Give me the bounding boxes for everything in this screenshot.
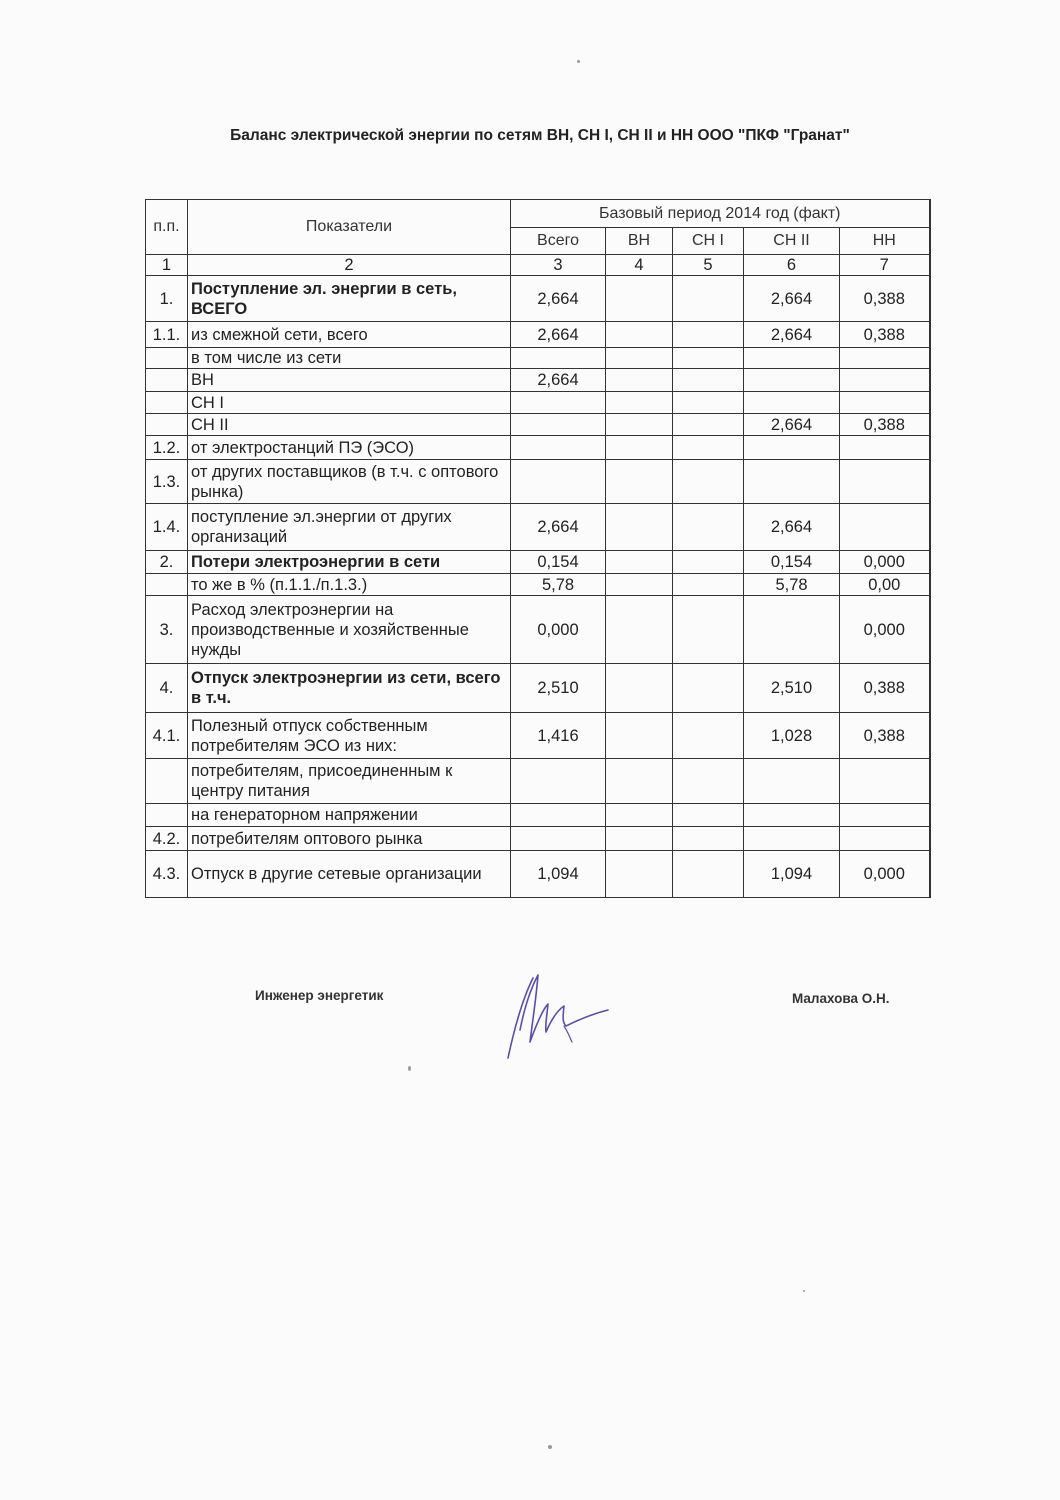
value-total: 2,510: [511, 664, 606, 713]
value-sn2: [744, 759, 840, 804]
paper-speck: [548, 1445, 552, 1449]
index-cell: 2: [188, 255, 511, 276]
table-row: [146, 664, 937, 713]
index-cell: 3: [511, 255, 606, 276]
value-nn: [840, 804, 930, 827]
row-indicator: потребителям, присоединенным к центру питания: [188, 759, 511, 804]
value-sn2: 2,664: [744, 414, 840, 436]
row-number: 1.: [146, 276, 188, 322]
value-sn2: 2,664: [744, 504, 840, 551]
header-col-sn2: СН II: [744, 228, 840, 255]
value-sn2: [744, 827, 840, 851]
value-nn: 0,000: [840, 851, 930, 898]
value-sn2: 1,028: [744, 713, 840, 759]
value-nn: [840, 436, 930, 460]
value-vn: [606, 276, 673, 322]
value-sn2: 2,664: [744, 322, 840, 348]
document-title: Баланс электрической энергии по сетям ВН, СН I, СН II и НН ООО "ПКФ "Гранат": [230, 127, 850, 144]
value-sn2: [744, 392, 840, 414]
value-total: 2,664: [511, 322, 606, 348]
value-vn: [606, 851, 673, 898]
value-nn: [840, 460, 930, 504]
row-number: [146, 392, 188, 414]
header-col-total: Всего: [511, 228, 606, 255]
row-indicator: ВН: [188, 369, 511, 392]
value-vn: [606, 460, 673, 504]
value-total: [511, 460, 606, 504]
value-total: 2,664: [511, 369, 606, 392]
value-total: 1,094: [511, 851, 606, 898]
row-indicator: СН II: [188, 414, 511, 436]
value-sn1: [673, 713, 744, 759]
row-indicator: то же в % (п.1.1./п.1.3.): [188, 574, 511, 596]
value-sn1: [673, 827, 744, 851]
value-sn1: [673, 851, 744, 898]
value-total: 0,000: [511, 596, 606, 664]
index-cell: 4: [606, 255, 673, 276]
value-nn: [840, 504, 930, 551]
row-number: 2.: [146, 551, 188, 574]
value-total: [511, 804, 606, 827]
table-row: [146, 369, 937, 392]
value-sn1: [673, 322, 744, 348]
paper-speck: [803, 1290, 805, 1292]
table-row: [146, 392, 937, 414]
table-row: [146, 574, 937, 596]
row-indicator: потребителям оптового рынка: [188, 827, 511, 851]
row-indicator: Отпуск электроэнергии из сети, всего в т.ч.: [188, 664, 511, 713]
value-sn2: 2,510: [744, 664, 840, 713]
value-total: [511, 759, 606, 804]
table-row: [146, 348, 937, 369]
value-total: 1,416: [511, 713, 606, 759]
value-sn2: [744, 369, 840, 392]
row-indicator: на генераторном напряжении: [188, 804, 511, 827]
row-number: [146, 369, 188, 392]
value-sn1: [673, 551, 744, 574]
table-row: [146, 436, 937, 460]
row-indicator: Полезный отпуск собственным потребителям ЭСО из них:: [188, 713, 511, 759]
value-total: 0,154: [511, 551, 606, 574]
value-total: [511, 414, 606, 436]
row-number: 3.: [146, 596, 188, 664]
index-cell: 1: [146, 255, 188, 276]
row-number: 1.1.: [146, 322, 188, 348]
value-vn: [606, 392, 673, 414]
value-total: 5,78: [511, 574, 606, 596]
row-number: [146, 414, 188, 436]
row-indicator: в том числе из сети: [188, 348, 511, 369]
row-number: 1.3.: [146, 460, 188, 504]
value-nn: [840, 827, 930, 851]
table-row: [146, 414, 937, 436]
paper-speck: [577, 60, 580, 63]
table-row: [146, 504, 937, 551]
row-number: 1.4.: [146, 504, 188, 551]
value-sn1: [673, 460, 744, 504]
value-sn2: [744, 460, 840, 504]
value-vn: [606, 827, 673, 851]
signature-name: Малахова О.Н.: [792, 991, 890, 1006]
value-sn1: [673, 414, 744, 436]
row-indicator: Потери электроэнергии в сети: [188, 551, 511, 574]
value-sn1: [673, 392, 744, 414]
row-number: [146, 804, 188, 827]
value-vn: [606, 804, 673, 827]
value-sn1: [673, 436, 744, 460]
row-indicator: от электростанций ПЭ (ЭСО): [188, 436, 511, 460]
value-nn: 0,000: [840, 551, 930, 574]
value-vn: [606, 414, 673, 436]
header-indicator: Показатели: [188, 200, 511, 255]
value-vn: [606, 574, 673, 596]
row-number: [146, 348, 188, 369]
table-row: [146, 759, 937, 804]
value-nn: 0,00: [840, 574, 930, 596]
header-num: п.п.: [146, 200, 188, 255]
value-vn: [606, 664, 673, 713]
row-indicator: СН I: [188, 392, 511, 414]
row-number: [146, 759, 188, 804]
index-cell: 6: [744, 255, 840, 276]
row-number: 4.2.: [146, 827, 188, 851]
value-total: [511, 392, 606, 414]
table-row: [146, 460, 937, 504]
value-nn: [840, 759, 930, 804]
row-number: 1.2.: [146, 436, 188, 460]
table-row: [146, 851, 937, 898]
value-nn: 0,388: [840, 414, 930, 436]
value-sn1: [673, 664, 744, 713]
table-row: [146, 276, 937, 322]
value-sn1: [673, 759, 744, 804]
value-sn1: [673, 574, 744, 596]
value-total: 2,664: [511, 276, 606, 322]
header-col-nn: НН: [840, 228, 930, 255]
value-nn: 0,388: [840, 664, 930, 713]
value-sn2: [744, 436, 840, 460]
value-nn: 0,388: [840, 713, 930, 759]
signature-role: Инженер энергетик: [255, 988, 384, 1003]
value-vn: [606, 322, 673, 348]
index-cell: 7: [840, 255, 930, 276]
header-col-sn1: СН I: [673, 228, 744, 255]
value-sn2: [744, 348, 840, 369]
value-sn2: [744, 596, 840, 664]
paper-speck: [408, 1066, 411, 1071]
header-period: Базовый период 2014 год (факт): [511, 200, 930, 228]
value-vn: [606, 596, 673, 664]
value-sn2: 1,094: [744, 851, 840, 898]
value-vn: [606, 713, 673, 759]
row-number: 4.3.: [146, 851, 188, 898]
value-total: 2,664: [511, 504, 606, 551]
handwritten-signature: [500, 970, 615, 1065]
value-nn: 0,388: [840, 322, 930, 348]
row-number: 4.: [146, 664, 188, 713]
row-indicator: из смежной сети, всего: [188, 322, 511, 348]
row-number: [146, 574, 188, 596]
header-col-vn: ВН: [606, 228, 673, 255]
value-vn: [606, 348, 673, 369]
balance-table: [145, 199, 937, 898]
value-vn: [606, 759, 673, 804]
value-sn1: [673, 348, 744, 369]
index-cell: 5: [673, 255, 744, 276]
value-sn2: [744, 804, 840, 827]
value-nn: 0,388: [840, 276, 930, 322]
value-nn: [840, 392, 930, 414]
value-sn1: [673, 369, 744, 392]
row-indicator: Отпуск в другие сетевые организации: [188, 851, 511, 898]
table-row: [146, 596, 937, 664]
value-sn1: [673, 804, 744, 827]
value-sn1: [673, 596, 744, 664]
value-vn: [606, 504, 673, 551]
value-sn1: [673, 504, 744, 551]
value-vn: [606, 551, 673, 574]
value-nn: [840, 348, 930, 369]
row-number: 4.1.: [146, 713, 188, 759]
index-row: [146, 255, 937, 276]
value-nn: [840, 369, 930, 392]
value-total: [511, 827, 606, 851]
value-vn: [606, 436, 673, 460]
value-sn2: 5,78: [744, 574, 840, 596]
value-vn: [606, 369, 673, 392]
row-indicator: Поступление эл. энергии в сеть, ВСЕГО: [188, 276, 511, 322]
value-sn1: [673, 276, 744, 322]
table-row: [146, 804, 937, 827]
value-total: [511, 436, 606, 460]
row-indicator: от других поставщиков (в т.ч. с оптового рынка): [188, 460, 511, 504]
row-indicator: Расход электроэнергии на производственные и хозяйственные нужды: [188, 596, 511, 664]
table-row: [146, 827, 937, 851]
value-sn2: 0,154: [744, 551, 840, 574]
row-indicator: поступление эл.энергии от других организаций: [188, 504, 511, 551]
table-row: [146, 713, 937, 759]
value-sn2: 2,664: [744, 276, 840, 322]
value-nn: 0,000: [840, 596, 930, 664]
table-row: [146, 551, 937, 574]
table-row: [146, 322, 937, 348]
value-total: [511, 348, 606, 369]
